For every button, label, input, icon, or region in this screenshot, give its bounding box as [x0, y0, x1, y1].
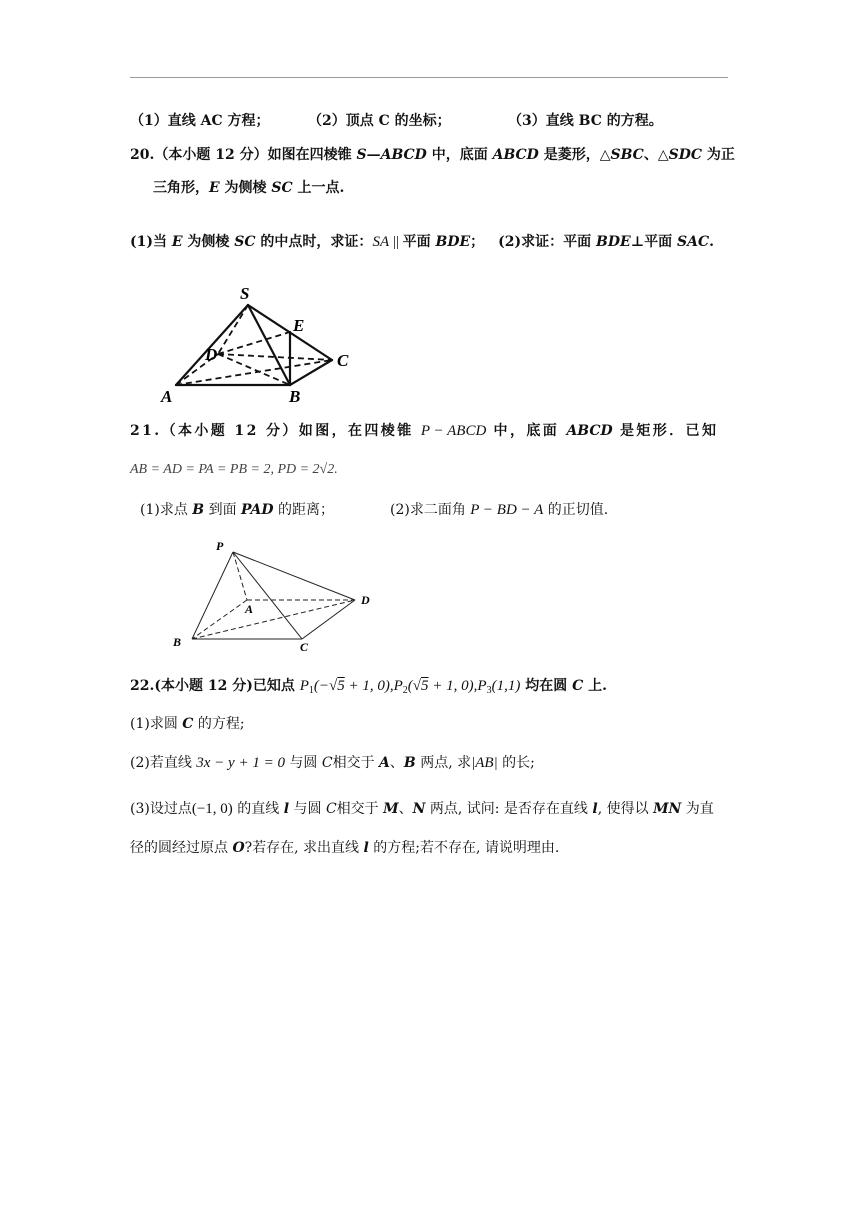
label-d: D: [361, 593, 370, 607]
edge-db: [218, 354, 290, 385]
q21-pyramid-figure: [165, 535, 385, 655]
q22-circle-c: C: [321, 755, 333, 771]
q22-p2-letter: P: [393, 678, 403, 694]
q22-text: 与圆: [289, 801, 326, 817]
q22-line-l: l: [592, 801, 598, 817]
q22-p2-subscript: 2: [402, 685, 408, 696]
q22-line-l: l: [363, 840, 369, 856]
label-b: B: [173, 635, 182, 649]
q21-score: （本小题 12 分）: [161, 423, 299, 439]
q22-p1-letter: P: [299, 678, 309, 694]
q22-point-a: A: [379, 755, 390, 771]
label-d: D: [205, 345, 218, 364]
q22-text: 的方程;若不存在, 请说明理由.: [368, 840, 560, 856]
q20-plane-bde: BDE: [435, 234, 471, 250]
q20-line-sa: SA: [372, 234, 390, 250]
q20-edge-sc: SC: [271, 180, 293, 196]
q22-point-n: N: [412, 801, 426, 817]
q21-point-b: B: [192, 502, 205, 518]
q21-text: 的距离；: [273, 502, 334, 518]
q22-p1-open: (−: [313, 678, 330, 694]
q20-text: 上一点.: [292, 180, 345, 196]
edge-pa: [233, 552, 247, 600]
q22-number: 22.: [130, 678, 155, 694]
q21-text: 的正切值.: [543, 502, 609, 518]
q22-circle-c: C: [572, 678, 584, 694]
q21-condition: [130, 459, 338, 480]
q22-statement: [130, 676, 607, 701]
q22-text: 、: [389, 755, 404, 771]
q20-plane-sac: SAC: [677, 234, 710, 250]
q22-circle-c: C: [182, 716, 194, 732]
q20-text: 为侧棱: [219, 180, 272, 196]
q20-point-e: E: [171, 234, 183, 250]
q22-point-neg1-0: (−1, 0): [191, 801, 233, 817]
label-a: A: [161, 387, 173, 405]
q20-text: 为侧棱: [182, 234, 235, 250]
q20-sub2: (2)求证：平面: [498, 234, 597, 250]
q20-triangle-sbc: △SBC: [599, 147, 644, 163]
q22-segment-mn: MN: [653, 801, 682, 817]
q20-text: 平面: [402, 234, 436, 250]
q20-text: ⊥平面: [630, 234, 678, 250]
q20-text: 的中点时，求证：: [255, 234, 373, 250]
q20-triangle-sdc: △SDC: [657, 147, 702, 163]
q21-text: 如图，在四棱锥: [298, 423, 421, 439]
q20-text: 三角形，: [153, 180, 209, 196]
q22-text: 、: [398, 801, 413, 817]
edge-sd: [218, 305, 248, 354]
label-s: S: [240, 284, 250, 303]
q21-text: 中，底面: [486, 423, 567, 439]
label-b: B: [289, 387, 301, 405]
q22-text: 为直: [681, 801, 714, 817]
q22-text: ?若存在, 求出直线: [244, 840, 364, 856]
q21-text: 到面: [204, 502, 242, 518]
q22-text: 径的圆经过原点: [130, 840, 233, 856]
q22-p2-radicand: 5: [421, 678, 429, 694]
q21-sub1: (1)求点: [140, 502, 193, 518]
edge-bd: [192, 600, 355, 639]
q22-score: (本小题 12 分): [154, 678, 253, 694]
q19-part3: （3）直线 BC 的方程。: [508, 113, 663, 129]
q20-sub1: (1)当: [130, 234, 172, 250]
q22-text: 的长;: [497, 755, 535, 771]
q22-text: 相交于: [336, 801, 384, 817]
q21-base-name: ABCD: [566, 423, 613, 439]
q20-text: 中，底面: [426, 147, 493, 163]
q20-text: 为正: [702, 147, 735, 163]
q22-p3-coords: (1,1): [491, 678, 521, 694]
q21-text: 是矩形．已知: [612, 423, 719, 439]
q20-base-name: ABCD: [492, 147, 539, 163]
q19-part1: （1）直线 AC 方程；: [130, 113, 270, 129]
q22-p1-radicand: 5: [337, 678, 345, 694]
q20-solid-name: S—ABCD: [356, 147, 427, 163]
edge-bc: [290, 360, 332, 385]
q22-p1-subscript: 1: [308, 685, 314, 696]
q21-given-lengths: AB = AD = PA = PB = 2, PD = 2√2.: [130, 462, 338, 477]
q22-origin-o: O: [232, 840, 245, 856]
q20-plane-bde: BDE: [596, 234, 631, 250]
q20-text: 、: [643, 147, 658, 163]
q20-text: 如图在四棱锥: [267, 147, 357, 163]
q22-text: 两点, 求: [415, 755, 472, 771]
q20-statement-line2: [153, 178, 344, 198]
edge-ab: [192, 600, 247, 639]
q22-sub3-line2: [130, 838, 559, 858]
edge-pb: [192, 552, 233, 639]
edge-ac: [176, 360, 332, 385]
q22-text: 均在圆: [520, 678, 573, 694]
q20-statement-line1: [130, 145, 735, 165]
label-c: C: [300, 640, 309, 654]
label-c: C: [337, 351, 349, 370]
q20-text: ；: [470, 234, 485, 250]
q22-point-p2: [394, 678, 478, 694]
q22-text: (3)设过点: [130, 801, 192, 817]
q20-text: 是菱形，: [538, 147, 600, 163]
q21-sub2: (2)求二面角: [390, 502, 471, 518]
q22-text: 已知点: [252, 678, 300, 694]
q21-solid-name: P − ABCD: [420, 423, 487, 439]
q22-text: 的直线: [232, 801, 284, 817]
q22-point-b: B: [403, 755, 416, 771]
q20-subquestions: [130, 232, 714, 252]
q22-p1-close: + 1, 0),: [344, 678, 394, 694]
q22-text: (2)若直线: [130, 755, 197, 771]
q22-point-p1: [300, 678, 394, 694]
q22-text: 相交于: [332, 755, 380, 771]
header-rule: [130, 77, 728, 78]
q20-pyramid-figure: [150, 280, 370, 405]
q21-subquestions: [140, 500, 608, 520]
q19-subparts: [130, 111, 663, 131]
q21-number: 21.: [130, 423, 162, 439]
label-a: A: [245, 602, 254, 616]
q22-text: 的方程;: [193, 716, 245, 732]
q20-text: .: [709, 234, 715, 250]
q22-line-equation: 3x − y + 1 = 0: [196, 755, 285, 771]
q22-text: 两点, 试问: 是否存在直线: [425, 801, 593, 817]
label-e: E: [293, 316, 305, 335]
q21-plane-pad: PAD: [241, 502, 274, 518]
q22-line-l: l: [283, 801, 290, 817]
q19-part2: （2）顶点 C 的坐标；: [308, 113, 451, 129]
q22-text: 与圆: [284, 755, 322, 771]
q22-circle-c: C: [325, 801, 337, 817]
q22-sqrt-sign: √: [412, 678, 422, 694]
q20-number: 20.: [130, 147, 155, 163]
q21-statement-line1: [130, 421, 718, 441]
q20-edge-sc: SC: [234, 234, 256, 250]
q22-text: , 使得以: [597, 801, 654, 817]
q21-dihedral-angle: P − BD − A: [470, 502, 544, 518]
q20-score: （本小题 12 分）: [154, 147, 268, 163]
label-p: P: [216, 539, 224, 553]
q22-text: (1)求圆: [130, 716, 183, 732]
q22-sub2: [130, 753, 535, 773]
q22-length-ab: |AB|: [471, 755, 498, 771]
q22-sub3-line1: [130, 799, 714, 819]
q22-p3-letter: P: [477, 678, 487, 694]
edge-pd: [233, 552, 355, 600]
q20-point-e: E: [209, 180, 220, 196]
q22-p3-subscript: 3: [486, 685, 492, 696]
q22-point-p3: [477, 678, 520, 694]
q22-point-m: M: [383, 801, 399, 817]
edge-sb: [248, 305, 290, 385]
q22-sqrt-sign: √: [329, 678, 338, 694]
q22-p2-close: + 1, 0),: [428, 678, 478, 694]
q20-parallel-symbol: ||: [389, 234, 403, 250]
q22-p2-open: (: [407, 678, 413, 694]
q22-text: 上.: [583, 678, 607, 694]
q22-sub1: [130, 714, 245, 734]
